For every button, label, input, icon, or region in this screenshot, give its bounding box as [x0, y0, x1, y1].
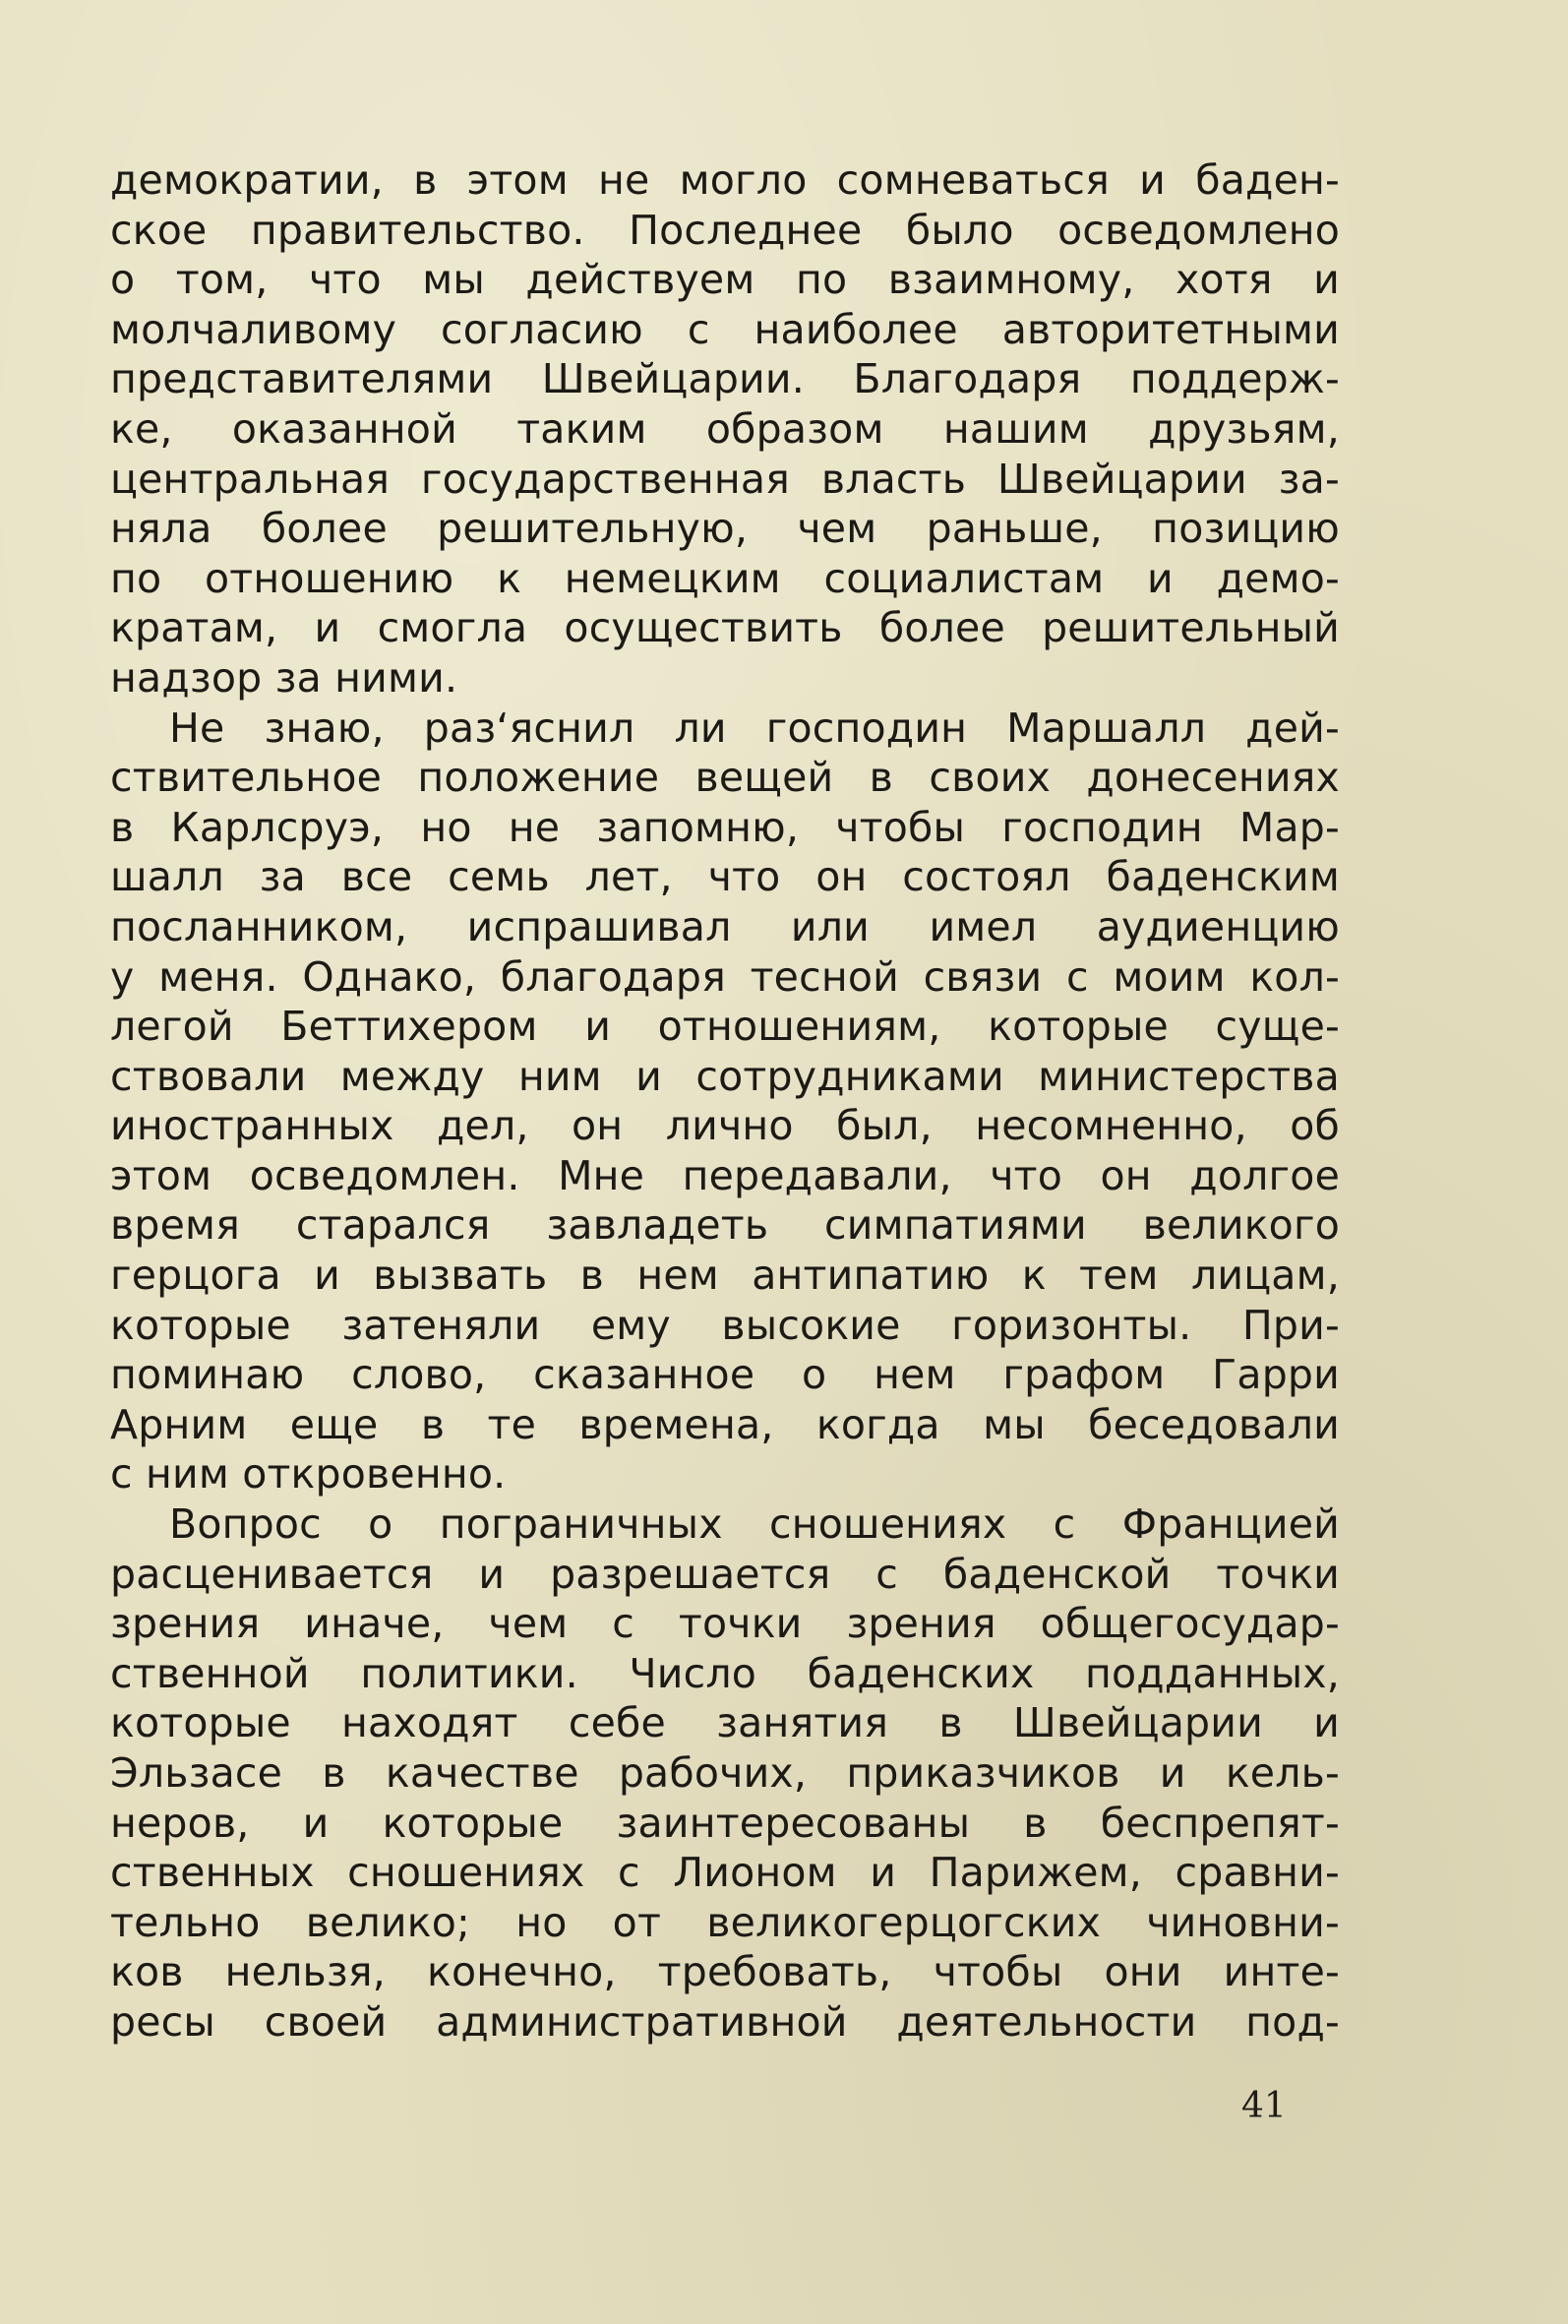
text-line: ков нельзя, конечно, требовать, чтобы они инте- — [110, 1948, 1340, 1996]
text-line: центральная государственная власть Швейцарии за- — [110, 455, 1340, 503]
text-line: шалл за все семь лет, что он состоял баденским — [110, 853, 1340, 901]
text-line: у меня. Однако, благодаря тесной связи с моим кол- — [110, 952, 1340, 1001]
text-line: ке, оказанной таким образом нашим друзьям, — [110, 404, 1340, 453]
text-line: о том, что мы действуем по взаимному, хотя и — [110, 256, 1340, 304]
text-line: посланником, испрашивал или имел аудиенцию — [110, 902, 1340, 950]
text-line: надзор за ними. — [110, 653, 458, 702]
text-line: ственной политики. Число баденских подданных, — [110, 1649, 1340, 1697]
text-line: расценивается и разрешается с баденской точки — [110, 1550, 1340, 1598]
text-line: с ним откровенно. — [110, 1450, 507, 1498]
text-line: Не знаю, раз‘яснил ли господин Маршалл дей- — [169, 703, 1340, 752]
text-line: демократии, в этом не могло сомневаться и баден- — [110, 156, 1340, 204]
text-line: поминаю слово, сказанное о нем графом Гарри — [110, 1351, 1340, 1399]
text-line: иностранных дел, он лично был, несомненно, об — [110, 1102, 1340, 1150]
paragraph-2 — [110, 703, 1340, 1500]
text-line: зрения иначе, чем с точки зрения общегосудар- — [110, 1600, 1340, 1648]
text-line: которые находят себе занятия в Швейцарии и — [110, 1699, 1340, 1747]
text-line: кратам, и смогла осуществить более решительный — [110, 604, 1340, 652]
body-text — [110, 155, 1340, 2048]
text-line: герцога и вызвать в нем антипатию к тем лицам, — [110, 1252, 1340, 1300]
text-line: ственных сношениях с Лионом и Парижем, сравни- — [110, 1849, 1340, 1897]
text-line: ствительное положение вещей в своих донесениях — [110, 754, 1340, 802]
text-line: неров, и которые заинтересованы в беспрепят- — [110, 1799, 1340, 1847]
text-line: Арним еще в те времена, когда мы беседовали — [110, 1400, 1340, 1448]
text-line: время старался завладеть симпатиями великого — [110, 1201, 1340, 1250]
text-line: по отношению к немецким социалистам и демо- — [110, 554, 1340, 602]
text-line: молчаливому согласию с наиболее авторитетными — [110, 305, 1340, 353]
text-line: этом осведомлен. Мне передавали, что он долгое — [110, 1151, 1340, 1199]
text-line: ресы своей административной деятельности под- — [110, 1997, 1340, 2046]
page-number: 41 — [1241, 2086, 1287, 2126]
text-line: няла более решительную, чем раньше, позицию — [110, 505, 1340, 553]
paragraph-1 — [110, 155, 1340, 703]
text-line: ское правительство. Последнее было осведомлено — [110, 206, 1340, 254]
text-line: легой Беттихером и отношениям, которые суще- — [110, 1003, 1340, 1051]
text-line: в Карлсруэ, но не запомню, чтобы господин Мар- — [110, 803, 1340, 851]
text-line: Эльзасе в качестве рабочих, приказчиков и кель- — [110, 1749, 1340, 1797]
text-line: представителями Швейцарии. Благодаря поддерж- — [110, 355, 1340, 403]
text-line: которые затеняли ему высокие горизонты. При- — [110, 1301, 1340, 1349]
text-line: тельно велико; но от великогерцогских чиновни- — [110, 1898, 1340, 1946]
text-line: ствовали между ним и сотрудниками министерства — [110, 1052, 1340, 1100]
paragraph-3 — [110, 1499, 1340, 2048]
text-line: Вопрос о пограничных сношениях с Францией — [169, 1500, 1340, 1549]
